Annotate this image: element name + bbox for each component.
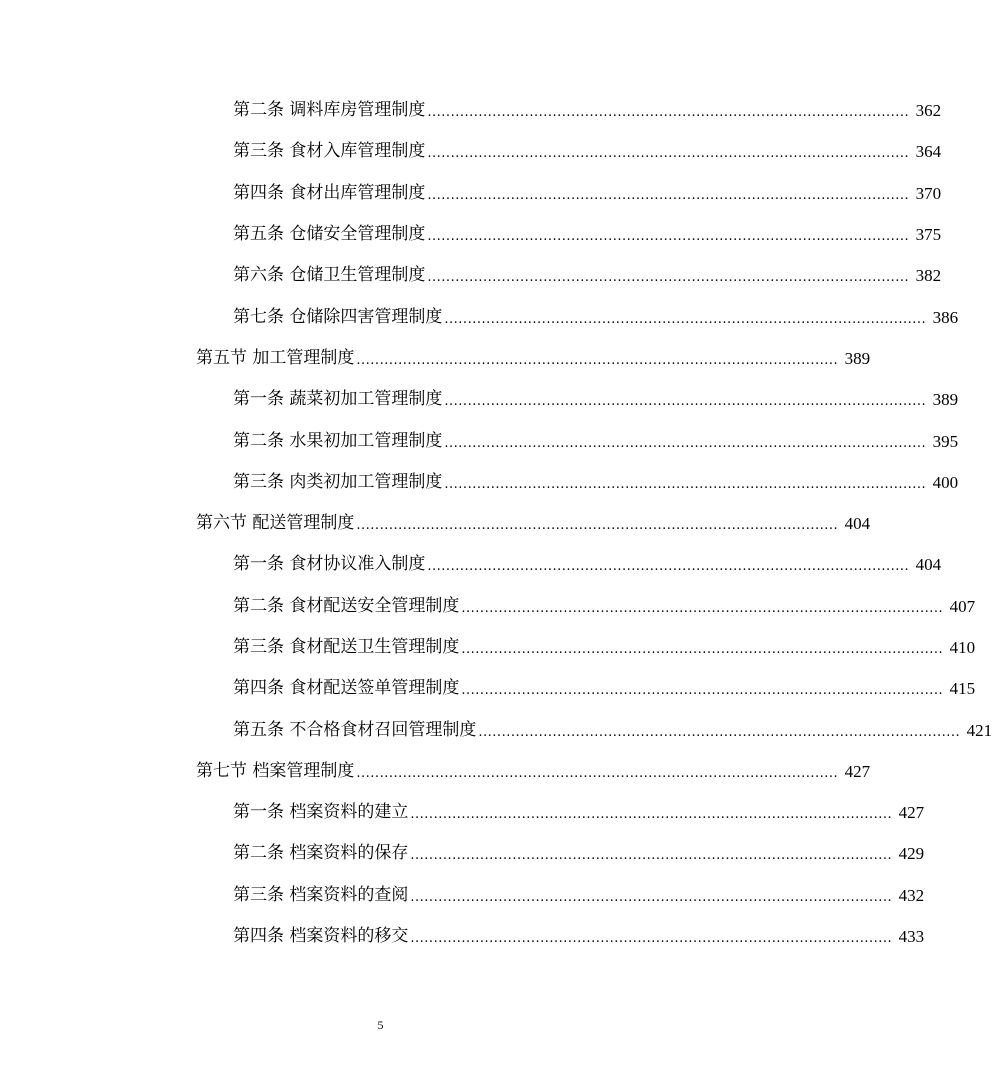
toc-entry[interactable] — [0, 255, 942, 296]
toc-entry[interactable] — [0, 709, 992, 750]
dot-leader: ........................................................................................................ — [444, 311, 927, 327]
toc-entry-page: 410 — [949, 638, 976, 657]
dot-leader: ........................................................................................................ — [444, 394, 927, 410]
toc-entry-page: 400 — [932, 472, 959, 492]
toc-entry-title: 第一条 食材协议准入制度 — [233, 554, 426, 575]
toc-entry-title: 第五条 不合格食材召回管理制度 — [233, 719, 477, 740]
dot-leader: ........................................................................................................ — [461, 683, 944, 699]
dot-leader: ........................................................................................................ — [356, 352, 839, 368]
toc-entry-title: 第一条 蔬菜初加工管理制度 — [233, 389, 443, 410]
toc-entry-title: 第五节 加工管理制度 — [196, 347, 355, 368]
toc-entry-title: 第七节 档案管理制度 — [196, 760, 355, 781]
toc-entry-title: 第一条 档案资料的建立 — [233, 802, 409, 823]
toc-entry-page: 429 — [898, 844, 925, 864]
toc-entry-page: 433 — [898, 927, 925, 947]
page-number: 5 — [377, 1018, 384, 1032]
toc-entry[interactable] — [0, 792, 925, 833]
toc-entry-page: 370 — [915, 183, 942, 203]
toc-entry[interactable] — [0, 131, 942, 172]
toc-entry[interactable] — [0, 379, 959, 420]
toc-entry-title: 第三条 肉类初加工管理制度 — [233, 471, 443, 492]
toc-entry-title: 第二条 档案资料的保存 — [233, 843, 409, 864]
dot-leader: ........................................................................................................ — [444, 435, 927, 451]
toc-entry-title: 第四条 食材出库管理制度 — [233, 182, 426, 203]
toc-entry[interactable] — [0, 296, 959, 337]
toc-entry-page: 404 — [915, 555, 942, 575]
dot-leader: ........................................................................................................ — [410, 807, 893, 823]
dot-leader: ........................................................................................................ — [427, 270, 910, 286]
toc-entry-page: 404 — [844, 514, 871, 534]
toc-section-entry[interactable] — [0, 751, 871, 792]
toc-entry-page: 421 — [966, 720, 992, 740]
table-of-contents — [0, 90, 992, 957]
dot-leader: ........................................................................................................ — [461, 642, 944, 657]
toc-entry-title: 第六条 仓储卫生管理制度 — [233, 265, 426, 286]
toc-entry-page: 389 — [932, 390, 959, 410]
toc-entry-page: 386 — [932, 307, 959, 327]
toc-entry[interactable] — [0, 833, 925, 874]
dot-leader: ........................................................................................................ — [410, 889, 893, 905]
toc-entry-page: 427 — [844, 761, 871, 781]
toc-entry[interactable] — [0, 916, 925, 957]
dot-leader: ........................................................................................................ — [478, 724, 961, 740]
toc-entry-title: 第五条 仓储安全管理制度 — [233, 224, 426, 245]
toc-entry-title: 第二条 水果初加工管理制度 — [233, 430, 443, 451]
toc-entry-page: 432 — [898, 885, 925, 905]
toc-entry-page: 389 — [844, 348, 871, 368]
toc-entry-page: 415 — [949, 679, 976, 699]
toc-entry-title: 第二条 食材配送安全管理制度 — [233, 595, 460, 616]
toc-entry-title: 第四条 食材配送签单管理制度 — [233, 678, 460, 699]
toc-entry-title: 第七条 仓储除四害管理制度 — [233, 306, 443, 327]
toc-entry[interactable] — [0, 214, 942, 255]
toc-entry-title: 第三条 食材配送卫生管理制度 — [233, 637, 460, 657]
dot-leader: ........................................................................................................ — [427, 105, 910, 121]
toc-section-entry[interactable] — [0, 338, 871, 379]
toc-entry[interactable] — [0, 875, 925, 916]
dot-leader: ........................................................................................................ — [444, 476, 927, 492]
dot-leader: ........................................................................................................ — [427, 229, 910, 245]
toc-entry[interactable] — [0, 544, 942, 585]
toc-entry-page: 382 — [915, 266, 942, 286]
toc-entry-title: 第三条 食材入库管理制度 — [233, 141, 426, 162]
dot-leader: ........................................................................................................ — [410, 848, 893, 864]
toc-entry-title: 第六节 配送管理制度 — [196, 513, 355, 534]
toc-entry-page: 427 — [898, 803, 925, 823]
toc-entry[interactable] — [0, 173, 942, 214]
toc-entry-page: 364 — [915, 142, 942, 162]
toc-entry-title: 第三条 档案资料的查阅 — [233, 884, 409, 905]
dot-leader: ........................................................................................................ — [461, 600, 944, 616]
toc-entry-page: 375 — [915, 225, 942, 245]
toc-entry-title: 第四条 档案资料的移交 — [233, 926, 409, 947]
dot-leader: ........................................................................................................ — [356, 765, 839, 781]
dot-leader: ........................................................................................................ — [427, 187, 910, 203]
toc-entry[interactable] — [0, 420, 959, 461]
toc-entry[interactable] — [0, 586, 976, 627]
dot-leader: ........................................................................................................ — [356, 518, 839, 534]
toc-entry-page: 407 — [949, 596, 976, 616]
toc-section-entry[interactable] — [0, 503, 871, 544]
toc-entry-title: 第二条 调料库房管理制度 — [233, 100, 426, 121]
toc-entry-page: 362 — [915, 101, 942, 121]
toc-entry[interactable] — [0, 627, 976, 668]
toc-entry[interactable] — [0, 668, 976, 709]
toc-entry[interactable] — [0, 462, 959, 503]
dot-leader: ........................................................................................................ — [427, 559, 910, 575]
dot-leader: ........................................................................................................ — [410, 931, 893, 947]
toc-entry-page: 395 — [932, 431, 959, 451]
dot-leader: ........................................................................................................ — [427, 146, 910, 162]
toc-entry[interactable] — [0, 90, 942, 131]
